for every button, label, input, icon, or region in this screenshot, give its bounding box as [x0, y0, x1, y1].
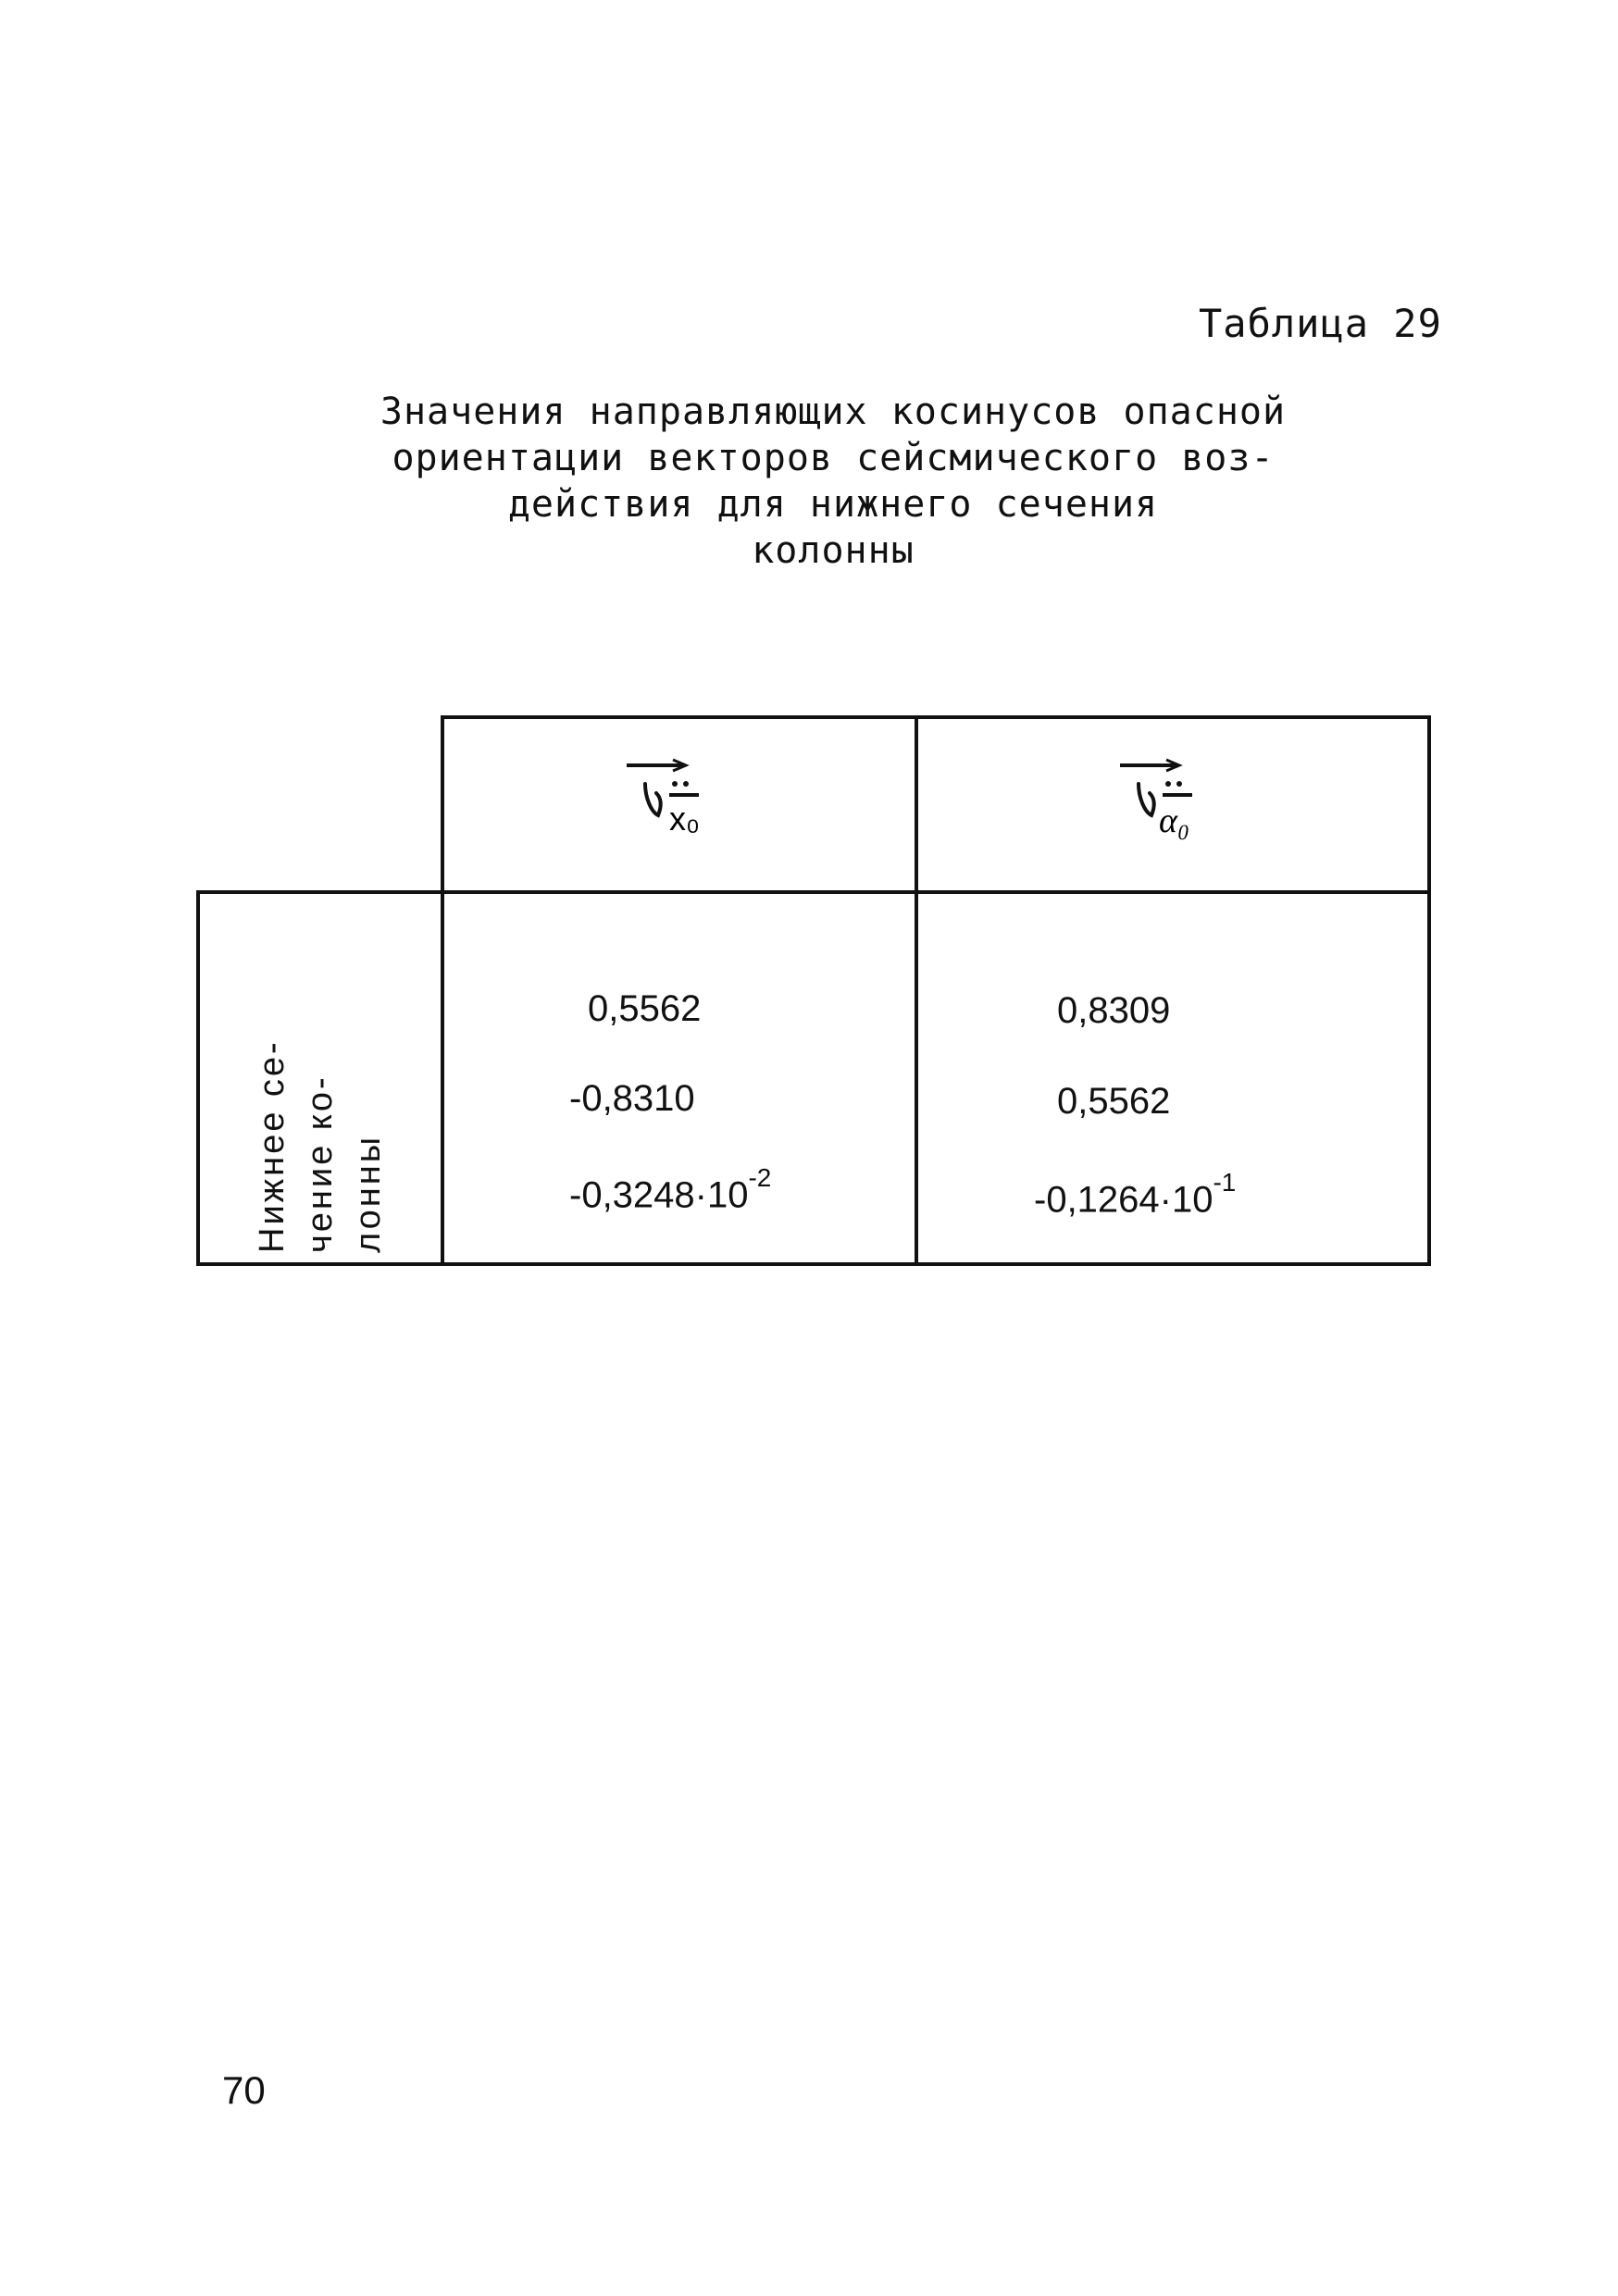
table-label: Таблица 29 — [1199, 301, 1442, 346]
caption-line: ориентации векторов сейсмического воз- — [392, 437, 1275, 479]
cell-alpha0 — [918, 972, 1427, 1249]
table-border-right — [1427, 715, 1431, 1266]
row-header-label — [248, 901, 392, 1253]
row-header-cell — [198, 891, 442, 1263]
table-value: $-0,1264\cdot 10^{-1}$ — [1034, 1168, 1237, 1221]
table-value: $-0,3248\cdot 10^{-2}$ — [569, 1163, 772, 1216]
nu-alpha0-symbol — [1113, 758, 1233, 850]
page-number: 70 — [222, 2068, 266, 2112]
table-value: 0,5562 — [1057, 1081, 1171, 1122]
table-value: 0,8309 — [1057, 990, 1171, 1031]
caption-line: колонны — [752, 529, 915, 572]
column-header-alpha0 — [918, 717, 1427, 891]
row-header-line: Нижнее се- — [253, 1039, 292, 1253]
row-header-line: чение ко- — [301, 1074, 340, 1253]
table-value: 0,5562 — [588, 988, 702, 1029]
row-header-line: лонны — [349, 1134, 388, 1253]
column-header-subscript: α₀ — [1159, 801, 1190, 840]
column-header-x0 — [444, 717, 915, 891]
table-caption — [278, 389, 1388, 574]
table-value: -0,8310 — [569, 1078, 695, 1119]
caption-line: действия для нижнего сечения — [507, 483, 1159, 526]
caption-line: Значения направляющих косинусов опасной — [380, 391, 1287, 433]
nu-x0-symbol — [619, 758, 740, 850]
column-header-subscript: x₀ — [669, 800, 700, 838]
cell-x0 — [444, 972, 915, 1249]
